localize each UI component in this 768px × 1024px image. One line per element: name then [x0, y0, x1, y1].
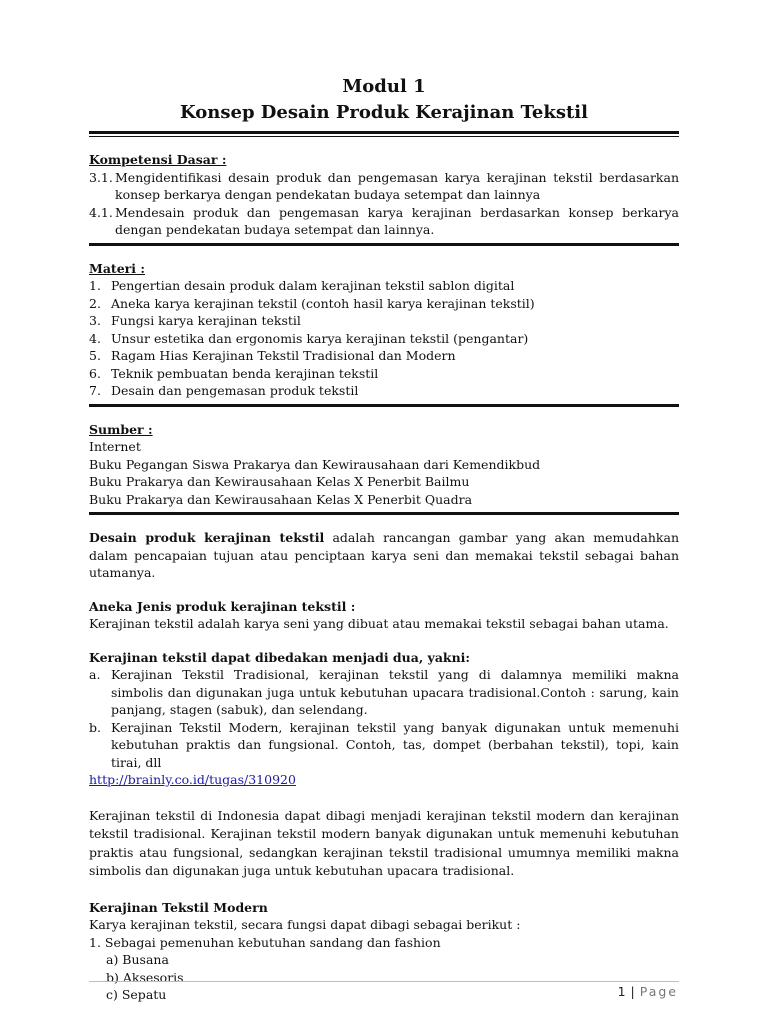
- kompetensi-heading: Kompetensi Dasar :: [89, 152, 227, 167]
- materi-section: [89, 260, 679, 400]
- desain-term: Desain produk kerajinan tekstil: [89, 530, 325, 545]
- modern-heading: Kerajinan Tekstil Modern: [89, 899, 268, 915]
- materi-text: Unsur estetika dan ergonomis karya kerajinan tekstil (pengantar): [111, 330, 529, 346]
- footer-separator: |: [630, 984, 636, 999]
- kompetensi-section: [89, 151, 679, 239]
- materi-number: 4.: [89, 330, 101, 346]
- materi-number: 6.: [89, 365, 101, 381]
- sumber-item: Buku Prakarya dan Kewirausahaan Kelas X Penerbit Quadra: [89, 491, 473, 507]
- dibedakan-heading: Kerajinan tekstil dapat dibedakan menjadi dua, yakni:: [89, 649, 471, 665]
- kompetensi-item: [89, 204, 679, 239]
- modern-point-1: 1. Sebagai pemenuhan kebutuhan sandang dan fashion: [89, 934, 441, 950]
- module-title: Konsep Desain Produk Kerajinan Tekstil: [180, 102, 588, 123]
- kompetensi-number: 4.1.: [89, 204, 113, 220]
- kompetensi-number: 3.1.: [89, 169, 113, 185]
- page-number: 1: [617, 984, 627, 999]
- materi-item: [89, 312, 679, 330]
- jenis-letter: b.: [89, 719, 101, 735]
- materi-item: [89, 295, 679, 313]
- materi-item: [89, 365, 679, 383]
- title-divider: [89, 131, 679, 137]
- source-link[interactable]: http://brainly.co.id/tugas/310920: [89, 772, 296, 787]
- section-divider: [89, 512, 679, 515]
- document-page: [89, 74, 679, 1004]
- modern-sub-item: a) Busana: [106, 952, 169, 967]
- aneka-heading: Aneka Jenis produk kerajinan tekstil :: [89, 598, 356, 614]
- materi-text: Pengertian desain produk dalam kerajinan tekstil sablon digital: [111, 278, 515, 293]
- jenis-text: Kerajinan Tekstil Modern, kerajinan tekstil yang banyak digunakan untuk memenuhi kebutuhan praktis dan fungsional. Contoh, tas, dompet (berbahan tekstil), topi, kain tirai, dll: [111, 719, 679, 770]
- materi-number: 3.: [89, 313, 101, 328]
- materi-number: 7.: [89, 383, 101, 398]
- jenis-text: Kerajinan Tekstil Tradisional, kerajinan tekstil yang di dalamnya memiliki makna simbolis dan digunakan juga untuk kebutuhan upacara tradisional.Contoh : sarung, kain panjang, stagen (sabuk), dan selendang.: [111, 667, 679, 717]
- materi-text: Fungsi karya kerajinan tekstil: [111, 313, 301, 328]
- sumber-heading: Sumber :: [89, 421, 153, 437]
- jenis-item: [89, 666, 679, 719]
- page-footer: [618, 983, 678, 1001]
- modern-intro: Karya kerajinan tekstil, secara fungsi dapat dibagi sebagai berikut :: [89, 917, 521, 932]
- indonesia-paragraph: Kerajinan tekstil di Indonesia dapat dibagi menjadi kerajinan tekstil modern dan kerajinan tekstil tradisional. Kerajinan tekstil modern banyak digunakan untuk memenuhi kebutuhan praktis atau fungsional, sedangkan kerajinan tekstil tradisional umumnya memiliki makna simbolis dan digunakan juga untuk kebutuhan upacara tradisional.: [89, 807, 679, 878]
- materi-number: 1.: [89, 278, 101, 293]
- jenis-letter: a.: [89, 667, 101, 682]
- footer-divider: [89, 981, 679, 982]
- materi-text: Ragam Hias Kerajinan Tekstil Tradisional dan Modern: [111, 348, 456, 363]
- desain-definition: [89, 529, 679, 582]
- materi-item: [89, 347, 679, 365]
- sumber-item: Internet: [89, 439, 141, 454]
- kompetensi-text: Mengidentifikasi desain produk dan pengemasan karya kerajinan tekstil berdasarkan konsep berkarya dengan pendekatan budaya setempat dan lainnya: [115, 169, 679, 202]
- module-number-title: Modul 1: [342, 76, 426, 97]
- section-divider: [89, 243, 679, 246]
- materi-item: [89, 330, 679, 348]
- page-label: Page: [639, 984, 678, 999]
- section-divider: [89, 404, 679, 407]
- sumber-item: Buku Pegangan Siswa Prakarya dan Kewirausahaan dari Kemendikbud: [89, 456, 541, 472]
- jenis-item: [89, 719, 679, 772]
- materi-item: [89, 277, 679, 295]
- materi-number: 2.: [89, 295, 101, 311]
- materi-heading: Materi :: [89, 260, 145, 276]
- materi-text: Teknik pembuatan benda kerajinan tekstil: [111, 365, 379, 381]
- kompetensi-item: [89, 169, 679, 204]
- materi-text: Aneka karya kerajinan tekstil (contoh hasil karya kerajinan tekstil): [111, 295, 535, 311]
- materi-number: 5.: [89, 348, 101, 363]
- modern-sub-item: b) Aksesoris: [106, 969, 184, 985]
- aneka-text: Kerajinan tekstil adalah karya seni yang dibuat atau memakai tekstil sebagai bahan utama.: [89, 616, 669, 631]
- materi-text: Desain dan pengemasan produk tekstil: [111, 383, 359, 398]
- desain-definition-text: adalah rancangan gambar yang akan memudahkan dalam pencapaian tujuan atau penciptaan karya seni dan memakai tekstil sebagai bahan utamanya.: [89, 530, 679, 580]
- sumber-section: [89, 421, 679, 509]
- materi-item: [89, 382, 679, 400]
- modern-sub-item: c) Sepatu: [106, 987, 167, 1002]
- sumber-item: Buku Prakarya dan Kewirausahaan Kelas X Penerbit Bailmu: [89, 474, 470, 489]
- kompetensi-text: Mendesain produk dan pengemasan karya kerajinan berdasarkan konsep berkarya dengan pendekatan budaya setempat dan lainnya.: [115, 204, 679, 237]
